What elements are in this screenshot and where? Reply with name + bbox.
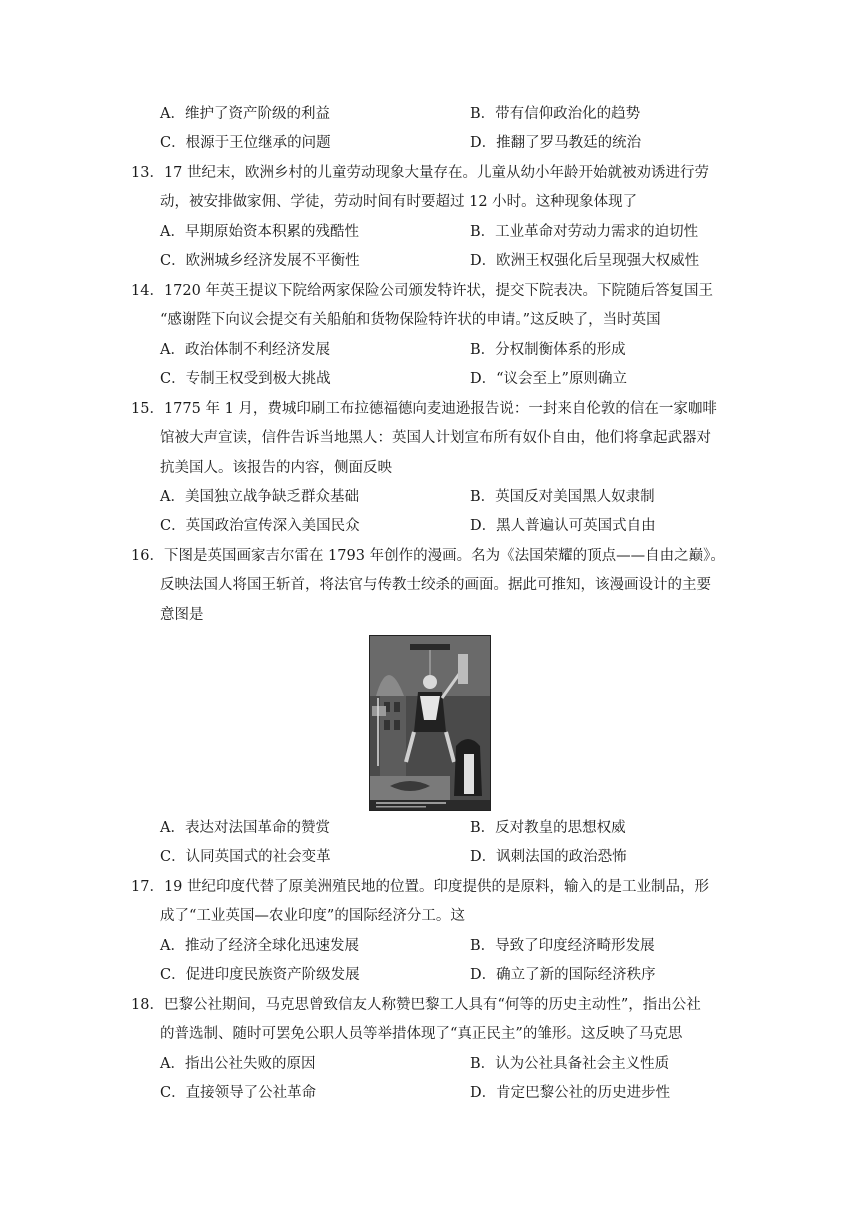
question-16-line-3: 意图是	[160, 607, 204, 623]
question-16-line-2: 反映法国人将国王斩首，将法官与传教士绞杀的画面。据此可推知，该漫画设计的主要	[160, 577, 711, 593]
prev-option-d: D．推翻了罗马教廷的统治	[470, 135, 642, 151]
question-14-line-1: 14．1720 年英王提议下院给两家保险公司颁发特许状，提交下院表决。下院随后答复国王	[131, 283, 713, 299]
question-18-option-b: B．认为公社具备社会主义性质	[470, 1056, 670, 1072]
question-15-option-d: D．黑人普遍认可英国式自由	[470, 518, 656, 534]
question-17-option-c: C．促进印度民族资产阶级发展	[160, 967, 360, 983]
question-18-line-2: 的普选制、随时可罢免公职人员等举措体现了“真正民主”的雏形。这反映了马克思	[160, 1026, 683, 1042]
prev-option-b: B．带有信仰政治化的趋势	[470, 106, 641, 122]
cartoon-image	[369, 635, 491, 811]
cartoon-illustration	[370, 636, 490, 810]
question-18-option-a: A．指出公社失败的原因	[160, 1056, 316, 1072]
question-14-option-a: A．政治体制不利经济发展	[160, 342, 330, 358]
question-13-option-b: B．工业革命对劳动力需求的迫切性	[470, 224, 699, 240]
question-13-line-2: 动，被安排做家佣、学徒，劳动时间有时要超过 12 小时。这种现象体现了	[160, 194, 638, 210]
question-15-line-1: 15．1775 年 1 月，费城印刷工布拉德福德向麦迪逊报告说：一封来自伦敦的信在一家咖啡	[131, 401, 717, 417]
question-16-line-1: 16．下图是英国画家吉尔雷在 1793 年创作的漫画。名为《法国荣耀的顶点——自由之巅》。	[131, 548, 725, 564]
question-17-option-d: D．确立了新的国际经济秩序	[470, 967, 656, 983]
question-13-line-1: 13．17 世纪末，欧洲乡村的儿童劳动现象大量存在。儿童从幼小年龄开始就被劝诱进行劳	[131, 165, 710, 181]
question-18-option-c: C．直接领导了公社革命	[160, 1085, 317, 1101]
question-14-option-c: C．专制王权受到极大挑战	[160, 371, 331, 387]
question-13-option-d: D．欧洲王权强化后呈现强大权威性	[470, 253, 700, 269]
question-18-option-d: D．肯定巴黎公社的历史进步性	[470, 1085, 671, 1101]
question-17-option-b: B．导致了印度经济畸形发展	[470, 938, 655, 954]
question-16-option-b: B．反对教皇的思想权威	[470, 820, 626, 836]
question-17-line-2: 成了“工业英国—农业印度”的国际经济分工。这	[160, 908, 465, 924]
question-14-option-d: D．“议会至上”原则确立	[470, 371, 627, 387]
question-15-line-3: 抗美国人。该报告的内容，侧面反映	[160, 460, 392, 476]
question-16-option-d: D．讽刺法国的政治恐怖	[470, 849, 627, 865]
question-18-line-1: 18．巴黎公社期间，马克思曾致信友人称赞巴黎工人具有“何等的历史主动性”，指出公社	[131, 997, 701, 1013]
question-15-line-2: 馆被大声宣读，信件告诉当地黑人：英国人计划宣布所有奴仆自由，他们将拿起武器对	[160, 430, 711, 446]
question-14-line-2: “感谢陛下向议会提交有关船舶和货物保险特许状的申请。”这反映了，当时英国	[160, 312, 661, 328]
prev-option-a: A．维护了资产阶级的利益	[160, 106, 330, 122]
question-17-option-a: A．推动了经济全球化迅速发展	[160, 938, 359, 954]
question-16-option-a: A．表达对法国革命的赞赏	[160, 820, 330, 836]
question-13-option-a: A．早期原始资本积累的残酷性	[160, 224, 359, 240]
question-15-option-c: C．英国政治宣传深入美国民众	[160, 518, 360, 534]
prev-option-c: C．根源于王位继承的问题	[160, 135, 331, 151]
question-14-option-b: B．分权制衡体系的形成	[470, 342, 626, 358]
question-15-option-b: B．英国反对美国黑人奴隶制	[470, 489, 655, 505]
question-17-line-1: 17．19 世纪印度代替了原美洲殖民地的位置。印度提供的是原料，输入的是工业制品，形	[131, 879, 710, 895]
question-16-option-c: C．认同英国式的社会变革	[160, 849, 331, 865]
question-13-option-c: C．欧洲城乡经济发展不平衡性	[160, 253, 360, 269]
question-15-option-a: A．美国独立战争缺乏群众基础	[160, 489, 359, 505]
